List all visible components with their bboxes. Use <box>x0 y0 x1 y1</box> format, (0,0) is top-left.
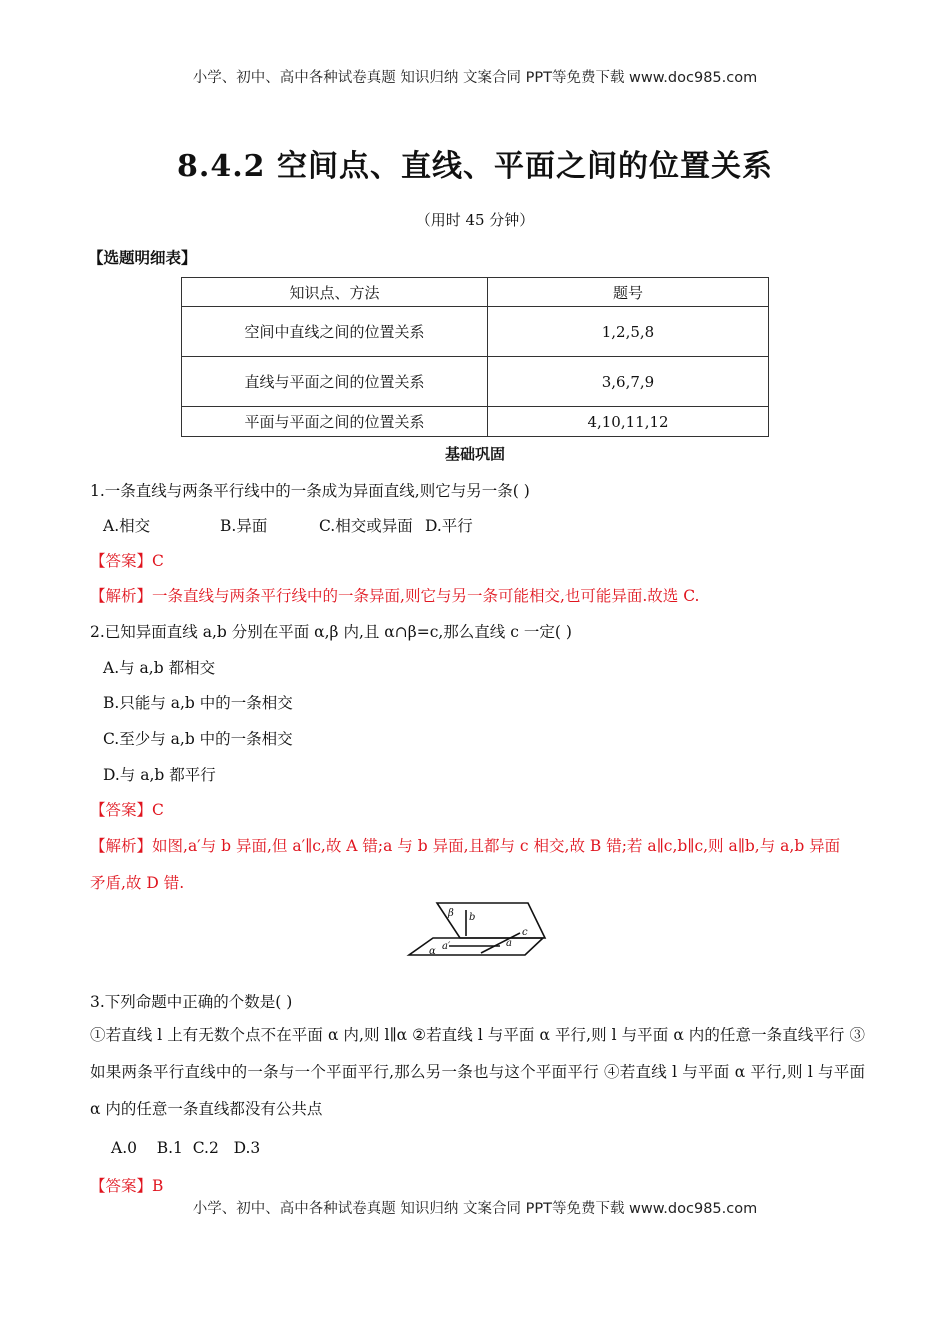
table-cell: 平面与平面之间的位置关系 <box>182 407 488 437</box>
q2-option-c: C.至少与 a,b 中的一条相交 <box>103 730 293 748</box>
answer-value: C <box>152 801 164 819</box>
q3-options: A.0 B.1 C.2 D.3 <box>111 1139 261 1157</box>
table-row <box>182 307 769 357</box>
answer-value: B <box>152 1177 164 1195</box>
table-cell: 1,2,5,8 <box>488 307 769 357</box>
q1-option-c: C.相交或异面 <box>319 517 413 535</box>
q1-answer <box>90 549 164 571</box>
q2-analysis-line1 <box>90 834 840 856</box>
q3-body: ①若直线 l 上有无数个点不在平面 α 内,则 l∥α ②若直线 l 与平面 α 平行,则 l 与平面 α 内的任意一条直线平行 ③如果两条平行直线中的一条与一个平面平行,那么另一条也与这个平面平行 ④若直线 l 与平面 α 平行,则 l 与平面 α 内的任意一条直线都没有公共点 <box>90 1026 865 1118</box>
q1-option-b: B.异面 <box>220 517 268 535</box>
answer-value: C <box>152 552 164 570</box>
q2-stem: 2.已知异面直线 a,b 分别在平面 α,β 内,且 α∩β=c,那么直线 c 一定( ) <box>90 623 572 641</box>
analysis-label: 【解析】 <box>90 837 153 855</box>
planes-figure <box>405 898 550 960</box>
q3-answer <box>90 1174 163 1196</box>
table-cell: 空间中直线之间的位置关系 <box>182 307 488 357</box>
q2-option-b: B.只能与 a,b 中的一条相交 <box>103 694 293 712</box>
analysis-text: 如图,a′与 b 异面,但 a′∥c,故 A 错;a 与 b 异面,且都与 c 相交,故 B 错;若 a∥c,b∥c,则 a∥b,与 a,b 异面 <box>152 837 841 855</box>
table-row <box>182 407 769 437</box>
label-c: c <box>522 927 528 938</box>
analysis-label: 【解析】 <box>90 587 153 605</box>
question-detail-table <box>181 277 769 437</box>
q1-stem: 1.一条直线与两条平行线中的一条成为异面直线,则它与另一条( ) <box>90 482 530 500</box>
table-cell: 4,10,11,12 <box>488 407 769 437</box>
table-caption: 【选题明细表】 <box>88 248 197 267</box>
table-header-row <box>182 278 769 307</box>
label-a: a <box>506 938 512 949</box>
line-a <box>481 933 520 953</box>
label-a-prime: a′ <box>442 941 451 952</box>
label-b: b <box>469 912 476 923</box>
answer-label: 【答案】 <box>90 801 153 819</box>
table-header-cell: 题号 <box>488 278 769 307</box>
page-footer: 小学、初中、高中各种试卷真题 知识归纳 文案合同 PPT等免费下载 www.doc985.com <box>192 1201 758 1217</box>
table-cell: 3,6,7,9 <box>488 357 769 407</box>
label-beta: β <box>448 908 454 919</box>
q2-answer <box>90 798 164 820</box>
answer-label: 【答案】 <box>90 552 153 570</box>
analysis-text: 一条直线与两条平行线中的一条异面,则它与另一条可能相交,也可能异面.故选 C. <box>152 587 700 605</box>
page-header: 小学、初中、高中各种试卷真题 知识归纳 文案合同 PPT等免费下载 www.doc985.com <box>192 70 758 86</box>
q1-option-a: A.相交 <box>103 517 151 535</box>
q2-option-d: D.与 a,b 都平行 <box>103 766 216 784</box>
page-title: 8.4.2 空间点、直线、平面之间的位置关系 <box>177 149 773 184</box>
table-header-cell: 知识点、方法 <box>182 278 488 307</box>
table-row <box>182 357 769 407</box>
answer-label: 【答案】 <box>90 1177 153 1195</box>
q1-option-d: D.平行 <box>425 517 473 535</box>
table-cell: 直线与平面之间的位置关系 <box>182 357 488 407</box>
label-alpha: α <box>429 946 436 957</box>
q1-analysis <box>90 584 699 606</box>
q3-stem: 3.下列命题中正确的个数是( ) <box>90 993 293 1011</box>
time-note: （用时 45 分钟） <box>415 211 535 229</box>
section-heading: 基础巩固 <box>444 445 505 463</box>
q2-analysis-line2: 矛盾,故 D 错. <box>90 874 185 892</box>
q2-option-a: A.与 a,b 都相交 <box>103 659 216 677</box>
